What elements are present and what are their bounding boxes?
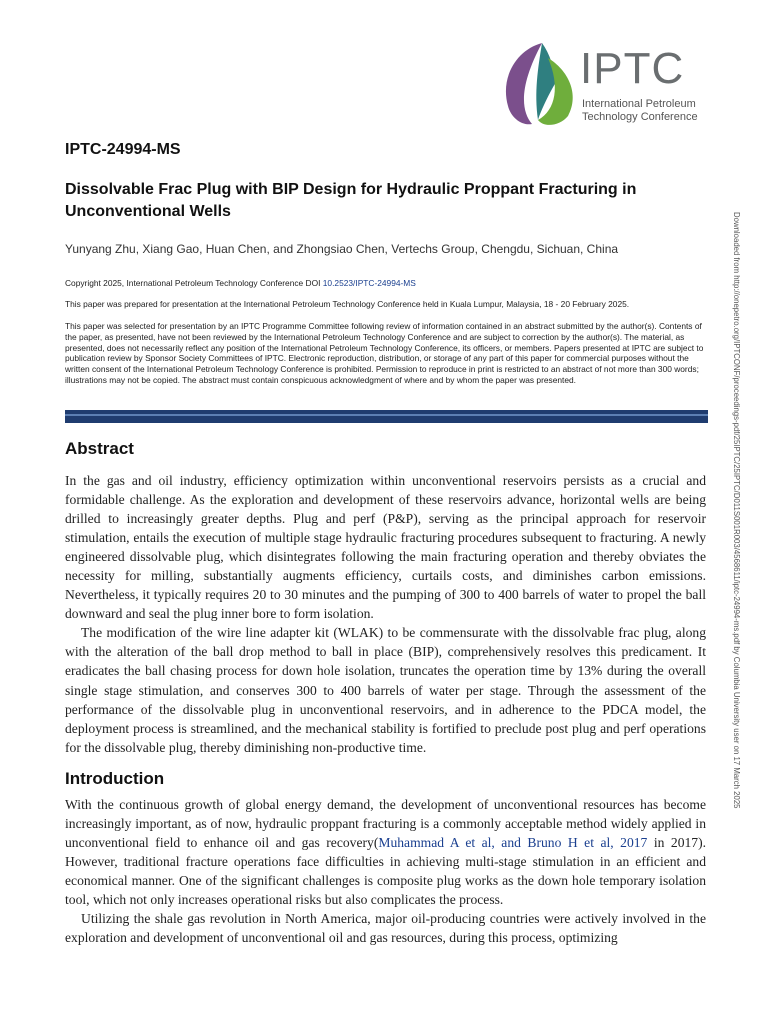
download-side-note bbox=[732, 212, 746, 812]
introduction-body bbox=[65, 795, 706, 947]
logo-subtitle-line2: Technology Conference bbox=[582, 111, 698, 123]
copyright-text: Copyright 2025, International Petroleum Technology Conference DOI bbox=[65, 278, 323, 288]
introduction-paragraph-2: Utilizing the shale gas revolution in North America, major oil-producing countries were actively involved in the exploration and development of unconventional oil and gas resources, during this process, optimizing bbox=[65, 911, 706, 946]
logo-wordmark: IPTC bbox=[580, 44, 685, 93]
intro-p1-text-before: With the continuous growth of global energy demand, the development of unconventional resources has become increasingly important, as of now, hydraulic proppant fracturing is a commonly acceptable method widely applied in unconventional field to enhance oil and gas recovery( bbox=[65, 797, 706, 851]
citation-link[interactable]: Muhammad A et al, and Bruno H et al, 2017 bbox=[378, 835, 648, 851]
logo-subtitle-line1: International Petroleum bbox=[582, 98, 696, 110]
abstract-paragraph-1: In the gas and oil industry, efficiency optimization within unconventional reservoirs persists as a crucial and formidable challenge. As the exploration and development of these reservoirs advance, horizontal wells are being drilled to increasingly greater depths. Plug and perf (P&P), serving as the principal approach for reservoir stimulation, entails the execution of multiple stage hydraulic fracturing procedures subsequent to fracturing. A newly engineered dissolvable plug, which disintegrates following the main fracturing operation and thereby obviates the necessity for milling, substantially augments efficiency, curtails costs, and diminishes carbon emissions. Nevertheless, it typically requires 20 to 30 minutes and the pumping of 300 to 400 barrels of water to propel the ball downward and seal the plug inner bore to form isolation. bbox=[65, 473, 706, 622]
intro-p1-text-after: in 2017). However, traditional fracture operations face difficulties in achieving multi-stage stimulation in an efficient and economical manner. One of the significant challenges is composite plug works as the down hole temporary isolation tool, which not only increases operational risks but also complicates the process. bbox=[65, 835, 707, 908]
iptc-logo-mark bbox=[498, 40, 580, 128]
download-note-text: Downloaded from http://onepetro.org/IPTCONF/proceedings-pdf/25IPTC/25IPTC/D011S001R003/4568611/iptc-24994-ms.pdf by Columbia University user on 17 March 2025 bbox=[732, 212, 741, 809]
paper-id: IPTC-24994-MS bbox=[65, 141, 181, 158]
introduction-paragraph-1 bbox=[65, 795, 706, 909]
selection-notice: This paper was selected for presentation by an IPTC Programme Committee following review of information contained in an abstract submitted by the author(s). Contents of the paper, as presented, have not been reviewed by the International Petroleum Technology Conference and are subject to correction by the author(s). The material, as presented, does not necessarily reflect any position of the International Petroleum Technology Conference, its officers, or members. Papers presented at IPTC are subject to publication review by Sponsor Society Committees of IPTC. Electronic reproduction, distribution, or storage of any part of this paper for commercial purposes without the written consent of the International Petroleum Technology Conference is prohibited. Permission to reproduce in print is restricted to an abstract of not more than 300 words; illustrations may not be copied. The abstract must contain conspicuous acknowledgment of where and by whom the paper was presented. bbox=[65, 321, 704, 385]
doi-link[interactable]: 10.2523/IPTC-24994-MS bbox=[322, 278, 416, 288]
logo-purple-leaf bbox=[506, 43, 542, 124]
section-divider-bar bbox=[65, 410, 708, 423]
paper-title: Dissolvable Frac Plug with BIP Design for Hydraulic Proppant Fracturing in Unconventional Wells bbox=[65, 181, 637, 220]
prepared-notice: This paper was prepared for presentation at the International Petroleum Technology Conference held in Kuala Lumpur, Malaysia, 18 - 20 February 2025. bbox=[65, 299, 630, 309]
introduction-heading: Introduction bbox=[65, 769, 165, 788]
iptc-logo bbox=[498, 40, 708, 128]
abstract-body bbox=[65, 471, 706, 757]
abstract-heading: Abstract bbox=[65, 439, 134, 458]
abstract-paragraph-2: The modification of the wire line adapter kit (WLAK) to be commensurate with the dissolvable frac plug, along with the alteration of the ball drop method to ball in place (BIP), comprehensively resolves this predicament. It eradicates the ball chasing process for down hole isolation, truncates the operation time by 13% during the overall single stage stimulation, and conserves 300 to 400 barrels of water per stage. Through the assessment of the performance of the dissolvable plug in unconventional reservoirs, and in adherence to the PDCA model, the deployment process is streamlined, and the mechanical stability is fortified to preclude post plug and perf operations for the dissolvable plug, thereby diminishing non-productive time. bbox=[65, 625, 706, 755]
copyright-notice bbox=[65, 278, 715, 289]
paper-authors: Yunyang Zhu, Xiang Gao, Huan Chen, and Zhongsiao Chen, Vertechs Group, Chengdu, Sichuan, China bbox=[65, 242, 619, 256]
